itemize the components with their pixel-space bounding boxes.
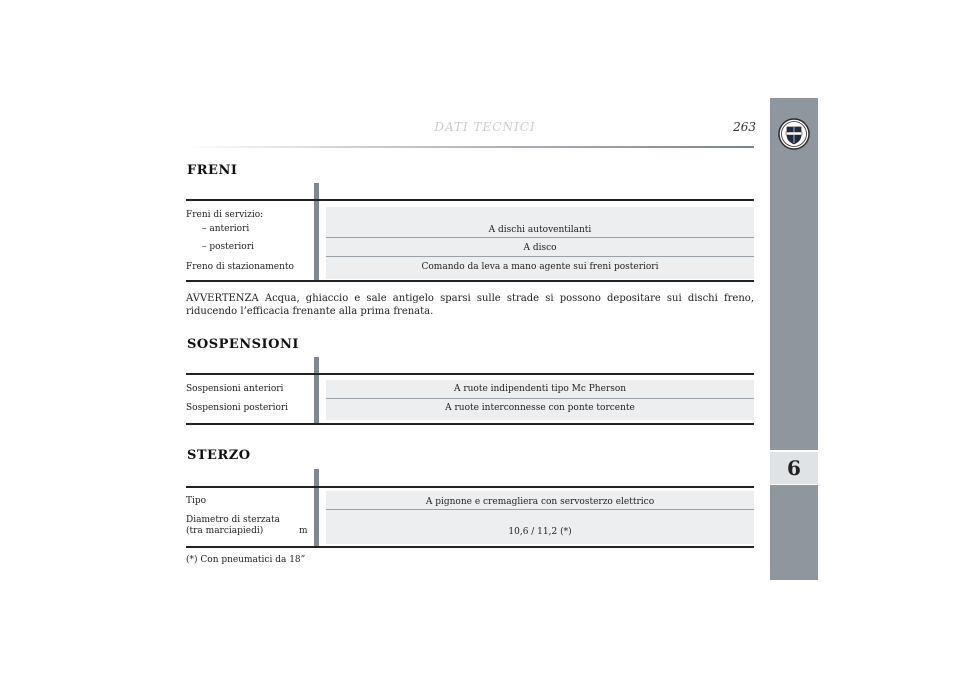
running-title: DATI TECNICI — [434, 120, 536, 134]
rear-suspension-value: A ruote interconnesse con ponte torcente — [445, 403, 635, 413]
row-divider — [326, 509, 754, 510]
rear-brakes-value: A disco — [523, 243, 557, 253]
warning-paragraph: AVVERTENZA Acqua, ghiaccio e sale antigelo sparsi sulle strade si possono depositare sui dischi freno, riducendo l’efficacia frenante alla prima frenata. — [186, 293, 754, 317]
front-brakes-value: A dischi autoventilanti — [488, 225, 592, 235]
table-top-rule — [186, 199, 754, 201]
row-divider — [326, 237, 754, 238]
steering-type-value: A pignone e cremagliera con servosterzo elettrico — [425, 497, 655, 507]
table-accent-bar — [314, 183, 319, 282]
front-brakes-label: – anteriori — [202, 224, 250, 234]
brakes-section-title: FRENI — [187, 163, 238, 178]
service-brakes-label: Freni di servizio: — [186, 210, 264, 220]
chapter-sidebar-bottom — [770, 485, 818, 580]
chapter-number[interactable]: 6 — [770, 452, 818, 484]
table-accent-bar — [314, 469, 319, 548]
front-suspension-label: Sospensioni anteriori — [186, 384, 284, 394]
row-divider — [326, 256, 754, 257]
table-bottom-rule — [186, 280, 754, 282]
footnote: (*) Con pneumatici da 18” — [186, 555, 306, 565]
lancia-shield-icon — [778, 118, 810, 150]
suspension-section-title: SOSPENSIONI — [187, 337, 299, 352]
parking-brake-label: Freno di stazionamento — [186, 262, 294, 272]
turning-diameter-unit: m — [299, 526, 308, 536]
table-top-rule — [186, 373, 754, 375]
table-accent-bar — [314, 357, 319, 425]
rear-suspension-label: Sospensioni posteriori — [186, 403, 289, 413]
table-top-rule — [186, 486, 754, 488]
table-bottom-rule — [186, 423, 754, 425]
turning-diameter-label: Diametro di sterzata — [186, 515, 280, 525]
front-suspension-value: A ruote indipendenti tipo Mc Pherson — [453, 384, 627, 394]
page-number: 263 — [733, 120, 756, 134]
suspension-table — [186, 357, 754, 427]
brakes-table — [186, 183, 754, 283]
table-bottom-rule — [186, 546, 754, 548]
steering-section-title: STERZO — [187, 448, 251, 463]
header-rule — [186, 146, 754, 148]
rear-brakes-label: – posteriori — [202, 242, 254, 252]
steering-table — [186, 469, 754, 551]
row-divider — [326, 398, 754, 399]
parking-brake-value: Comando da leva a mano agente sui freni posteriori — [421, 262, 659, 272]
turning-diameter-value: 10,6 / 11,2 (*) — [508, 527, 572, 537]
chapter-sidebar-top — [770, 98, 818, 450]
steering-type-label: Tipo — [186, 496, 207, 506]
turning-diameter-sublabel: (tra marciapiedi) — [186, 526, 264, 536]
